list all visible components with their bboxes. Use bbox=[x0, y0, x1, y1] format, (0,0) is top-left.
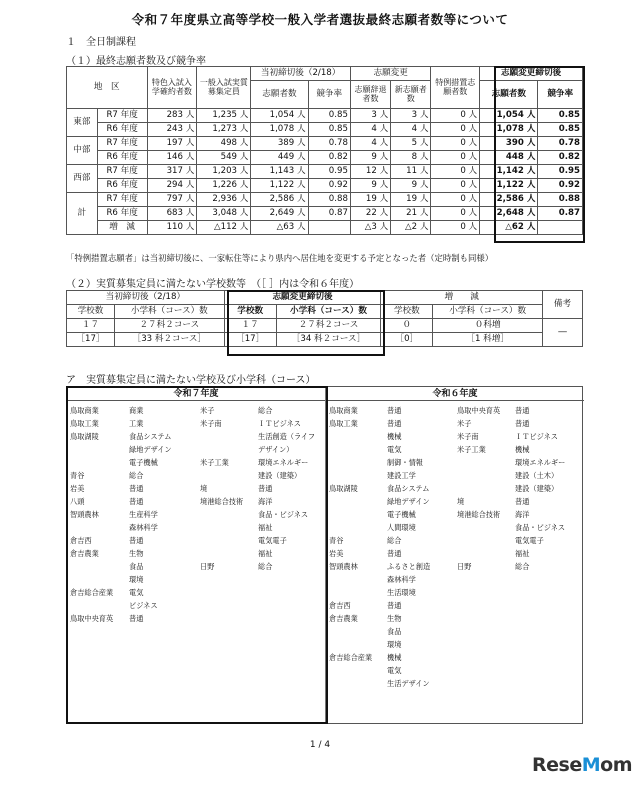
list-course: 商業 bbox=[129, 406, 144, 415]
list-course: 普通 bbox=[129, 614, 144, 623]
header-region: 地 区 bbox=[67, 67, 148, 109]
list-school: 米子南 bbox=[457, 432, 479, 441]
subheader: 志願辞退者数 bbox=[350, 81, 390, 109]
cell-c5: △3 人 bbox=[350, 221, 390, 235]
table-row bbox=[67, 123, 583, 137]
list-header-r6: 令和６年度 bbox=[326, 387, 584, 401]
t2-cell: １７ bbox=[224, 319, 276, 333]
cell-c7: 0 人 bbox=[431, 165, 480, 179]
cell-c5: 3 人 bbox=[350, 109, 390, 123]
list-school: 倉吉農業 bbox=[70, 549, 99, 558]
subheader: 志願者数 bbox=[480, 81, 538, 109]
list-course: 電気電子 bbox=[515, 536, 544, 545]
list-course: 建設（建築） bbox=[258, 471, 302, 480]
list-school: 倉吉農業 bbox=[329, 614, 358, 623]
cell-c2: 2,936 人 bbox=[197, 193, 251, 207]
list-course: 機械 bbox=[515, 445, 530, 454]
cell-c9: 0.85 bbox=[538, 109, 583, 123]
list-course: 総合 bbox=[258, 562, 273, 571]
list-course: 普通 bbox=[387, 601, 402, 610]
cell-c7: 0 人 bbox=[431, 179, 480, 193]
cell-c3: △63 人 bbox=[251, 221, 308, 235]
list-school: 鳥取中央育英 bbox=[70, 614, 114, 623]
subsection-heading: （２）実質募集定員に満たない学校数等 （［ ］内は令和６年度） bbox=[66, 279, 360, 290]
t2-h-school: 学校数 bbox=[224, 305, 276, 319]
cell-c6: 3 人 bbox=[391, 109, 431, 123]
list-course: 生活デザイン bbox=[387, 679, 430, 688]
list-course: 電気電子 bbox=[258, 536, 287, 545]
cell-c1: 317 人 bbox=[147, 165, 197, 179]
t2-cell: ２７科２コース bbox=[276, 319, 381, 333]
cell-c2: 1,226 人 bbox=[197, 179, 251, 193]
cell-c1: 283 人 bbox=[147, 109, 197, 123]
t2-cell: ［17］ bbox=[224, 333, 276, 347]
cell-year: R7 年度 bbox=[97, 165, 147, 179]
list-course: ビジネス bbox=[129, 601, 158, 610]
list-school: 鳥取商業 bbox=[329, 406, 358, 415]
list-school: 米子 bbox=[200, 406, 215, 415]
list-course: 総合 bbox=[258, 406, 273, 415]
list-school: 境 bbox=[200, 484, 208, 493]
cell-c2: 1,203 人 bbox=[197, 165, 251, 179]
list-course: 食品・ビジネス bbox=[515, 523, 566, 532]
cell-c2: 498 人 bbox=[197, 137, 251, 151]
list-school: 境港総合技術 bbox=[457, 510, 501, 519]
t2-h-course: 小学科（コース）数 bbox=[114, 305, 224, 319]
t2-h-course: 小学科（コース）数 bbox=[433, 305, 543, 319]
subsection-heading: ア 実質募集定員に満たない学校及び小学科（コース） bbox=[66, 375, 316, 386]
cell-c8: 1,078 人 bbox=[480, 123, 538, 137]
list-course: 環境 bbox=[129, 575, 144, 584]
list-school: 智頭農林 bbox=[329, 562, 358, 571]
list-course: 環境エネルギー bbox=[258, 458, 309, 467]
header-tokurei: 特例措置志願者数 bbox=[431, 67, 480, 109]
cell-c3: 2,649 人 bbox=[251, 207, 308, 221]
cell-c3: 1,054 人 bbox=[251, 109, 308, 123]
cell-c2: 3,048 人 bbox=[197, 207, 251, 221]
subheader: 新志願者数 bbox=[391, 81, 431, 109]
list-course: 生活環境 bbox=[387, 588, 416, 597]
list-course: 緑地デザイン bbox=[387, 497, 430, 506]
cell-c6: △2 人 bbox=[391, 221, 431, 235]
cell-c9: 0.85 bbox=[538, 123, 583, 137]
cell-c1: 110 人 bbox=[147, 221, 197, 235]
cell-c9: 0.92 bbox=[538, 179, 583, 193]
cell-c4: 0.95 bbox=[308, 165, 350, 179]
list-course: 食品・ビジネス bbox=[258, 510, 309, 519]
list-course: 生産科学 bbox=[129, 510, 158, 519]
list-school: 日野 bbox=[457, 562, 472, 571]
list-course: 電子機械 bbox=[129, 458, 158, 467]
cell-c9: 0.78 bbox=[538, 137, 583, 151]
cell-c6: 9 人 bbox=[391, 179, 431, 193]
cell-c2: △112 人 bbox=[197, 221, 251, 235]
list-course: 生物 bbox=[129, 549, 144, 558]
cell-c7: 0 人 bbox=[431, 137, 480, 151]
cell-c1: 294 人 bbox=[147, 179, 197, 193]
cell-c3: 1,143 人 bbox=[251, 165, 308, 179]
section-heading: １ 全日制課程 bbox=[66, 37, 136, 48]
cell-c5: 22 人 bbox=[350, 207, 390, 221]
cell-c4: 0.92 bbox=[308, 179, 350, 193]
list-school: 岩美 bbox=[329, 549, 344, 558]
t2-h-school: 学校数 bbox=[67, 305, 115, 319]
list-course: 電気 bbox=[387, 445, 402, 454]
list-school: 境 bbox=[457, 497, 465, 506]
list-course: 森林科学 bbox=[129, 523, 158, 532]
cell-c6: 4 人 bbox=[391, 123, 431, 137]
cell-c8: 1,142 人 bbox=[480, 165, 538, 179]
cell-region: 計 bbox=[67, 193, 98, 235]
list-course: 総合 bbox=[387, 536, 402, 545]
list-course: 普通 bbox=[387, 406, 402, 415]
list-course: 普通 bbox=[515, 497, 530, 506]
t2-cell: ［33 科２コース］ bbox=[114, 333, 224, 347]
cell-c3: 1,122 人 bbox=[251, 179, 308, 193]
list-course: 食品システム bbox=[129, 432, 172, 441]
list-school: 鳥取湖陵 bbox=[329, 484, 358, 493]
t2-h-course: 小学科（コース）数 bbox=[276, 305, 381, 319]
cell-c7: 0 人 bbox=[431, 123, 480, 137]
list-school: 境港総合技術 bbox=[200, 497, 244, 506]
cell-c4: 0.78 bbox=[308, 137, 350, 151]
cell-c9: 0.87 bbox=[538, 207, 583, 221]
list-school: 米子工業 bbox=[457, 445, 486, 454]
list-course: 食品 bbox=[129, 562, 144, 571]
list-course: 食品 bbox=[387, 627, 402, 636]
list-course: 福祉 bbox=[258, 523, 273, 532]
page-number: 1 / 4 bbox=[309, 740, 331, 750]
list-course: 総合 bbox=[129, 471, 144, 480]
list-course: 電子機械 bbox=[387, 510, 416, 519]
cell-c7: 0 人 bbox=[431, 193, 480, 207]
cell-c8: 1,054 人 bbox=[480, 109, 538, 123]
cell-year: R7 年度 bbox=[97, 193, 147, 207]
cell-c2: 1,235 人 bbox=[197, 109, 251, 123]
list-course: 食品システム bbox=[387, 484, 430, 493]
list-school: 日野 bbox=[200, 562, 215, 571]
cell-c6: 8 人 bbox=[391, 151, 431, 165]
cell-c3: 449 人 bbox=[251, 151, 308, 165]
cell-c8: △62 人 bbox=[480, 221, 538, 235]
cell-c1: 197 人 bbox=[147, 137, 197, 151]
list-school: 米子工業 bbox=[200, 458, 229, 467]
cell-c5: 19 人 bbox=[350, 193, 390, 207]
table-row bbox=[67, 109, 583, 123]
list-course: ＩＴビジネス bbox=[258, 419, 301, 428]
list-school: 鳥取中央育英 bbox=[457, 406, 501, 415]
cell-c1: 146 人 bbox=[147, 151, 197, 165]
t2-cell: １７ bbox=[67, 319, 115, 333]
cell-c9: 0.88 bbox=[538, 193, 583, 207]
list-school: 米子南 bbox=[200, 419, 222, 428]
cell-c8: 2,586 人 bbox=[480, 193, 538, 207]
cell-year: R6 年度 bbox=[97, 151, 147, 165]
list-course: 機械 bbox=[387, 653, 402, 662]
cell-c1: 797 人 bbox=[147, 193, 197, 207]
cell-c1: 683 人 bbox=[147, 207, 197, 221]
list-course: 普通 bbox=[129, 536, 144, 545]
school-course-list bbox=[66, 386, 583, 724]
cell-c9: 0.82 bbox=[538, 151, 583, 165]
list-course: 緑地デザイン bbox=[129, 445, 172, 454]
cell-c4: 0.82 bbox=[308, 151, 350, 165]
applicants-table bbox=[66, 66, 583, 235]
list-course: 生物 bbox=[387, 614, 402, 623]
table-row bbox=[67, 179, 583, 193]
list-course: 建設（土木） bbox=[515, 471, 559, 480]
cell-year: R6 年度 bbox=[97, 179, 147, 193]
t2-cell: ０ bbox=[381, 319, 433, 333]
cell-c4 bbox=[308, 221, 350, 235]
cell-year: R7 年度 bbox=[97, 109, 147, 123]
list-course: 機械 bbox=[387, 432, 402, 441]
list-course: 普通 bbox=[129, 497, 144, 506]
cell-c5: 4 人 bbox=[350, 137, 390, 151]
cell-c7: 0 人 bbox=[431, 207, 480, 221]
list-course: 普通 bbox=[258, 484, 273, 493]
list-course: 普通 bbox=[129, 484, 144, 493]
table-row bbox=[67, 221, 583, 235]
cell-region: 東部 bbox=[67, 109, 98, 137]
cell-year: R6 年度 bbox=[97, 207, 147, 221]
list-course: 制御・情報 bbox=[387, 458, 423, 467]
t2-cell: ［34 科２コース］ bbox=[276, 333, 381, 347]
list-course: 海洋 bbox=[258, 497, 273, 506]
cell-c2: 549 人 bbox=[197, 151, 251, 165]
cell-c4: 0.85 bbox=[308, 123, 350, 137]
footnote: 「特例措置志願者」は当初締切後に、一家転住等により県内へ居住地を変更する予定となった者（定時制も同様） bbox=[66, 253, 494, 263]
list-school: 鳥取湖陵 bbox=[70, 432, 99, 441]
cell-c9 bbox=[538, 221, 583, 235]
list-course: 電気 bbox=[129, 588, 144, 597]
list-school: 倉吉総合産業 bbox=[329, 653, 373, 662]
t2-group-diff: 増 減 bbox=[381, 291, 543, 305]
list-school: 智頭農林 bbox=[70, 510, 99, 519]
list-course: 福祉 bbox=[258, 549, 273, 558]
table-row bbox=[67, 207, 583, 221]
subheader: 競争率 bbox=[308, 81, 350, 109]
t2-cell: ［17］ bbox=[67, 333, 115, 347]
list-course: ふるさと創造 bbox=[387, 562, 431, 571]
header-initial: 当初締切後（2/18） bbox=[251, 67, 351, 81]
header-ippan: 一般入試実質募集定員 bbox=[197, 67, 251, 109]
cell-c7: 0 人 bbox=[431, 221, 480, 235]
header-tokushoku: 特色入試入学確約者数 bbox=[147, 67, 197, 109]
list-school: 八頭 bbox=[70, 497, 85, 506]
list-header-r7: 令和７年度 bbox=[67, 387, 325, 401]
t2-cell: ０科増 bbox=[433, 319, 543, 333]
cell-c8: 448 人 bbox=[480, 151, 538, 165]
cell-c5: 9 人 bbox=[350, 151, 390, 165]
t2-remarks: 備考 bbox=[543, 291, 583, 319]
subheader: 競争率 bbox=[538, 81, 583, 109]
list-course: 電気 bbox=[387, 666, 402, 675]
list-school: 鳥取商業 bbox=[70, 406, 99, 415]
list-course: 普通 bbox=[387, 419, 402, 428]
list-school: 鳥取工業 bbox=[329, 419, 358, 428]
list-course: 福祉 bbox=[515, 549, 530, 558]
list-course: 人間環境 bbox=[387, 523, 416, 532]
t2-cell: ― bbox=[543, 319, 583, 347]
table-row bbox=[67, 165, 583, 179]
table-row bbox=[67, 137, 583, 151]
list-school: 鳥取工業 bbox=[70, 419, 99, 428]
list-course: 普通 bbox=[387, 549, 402, 558]
cell-c3: 1,078 人 bbox=[251, 123, 308, 137]
cell-c6: 11 人 bbox=[391, 165, 431, 179]
cell-c7: 0 人 bbox=[431, 151, 480, 165]
cell-year: 増 減 bbox=[97, 221, 147, 235]
cell-c5: 4 人 bbox=[350, 123, 390, 137]
cell-c3: 389 人 bbox=[251, 137, 308, 151]
list-school: 倉吉総合産業 bbox=[70, 588, 114, 597]
list-course: 森林科学 bbox=[387, 575, 416, 584]
t2-cell: ［0］ bbox=[381, 333, 433, 347]
resemom-logo: ReseMom bbox=[532, 754, 632, 776]
subsection-heading: （１）最終志願者数及び競争率 bbox=[66, 56, 206, 67]
list-course: ＩＴビジネス bbox=[515, 432, 558, 441]
cell-c8: 2,648 人 bbox=[480, 207, 538, 221]
list-school: 青谷 bbox=[329, 536, 344, 545]
cell-c7: 0 人 bbox=[431, 109, 480, 123]
t2-cell: ２７科２コース bbox=[114, 319, 224, 333]
cell-c8: 390 人 bbox=[480, 137, 538, 151]
list-school: 岩美 bbox=[70, 484, 85, 493]
cell-c2: 1,273 人 bbox=[197, 123, 251, 137]
list-course: 工業 bbox=[129, 419, 144, 428]
cell-region: 中部 bbox=[67, 137, 98, 165]
list-school: 青谷 bbox=[70, 471, 85, 480]
cell-c4: 0.88 bbox=[308, 193, 350, 207]
table-row bbox=[67, 193, 583, 207]
t2-cell: ［1 科増］ bbox=[433, 333, 543, 347]
cell-c1: 243 人 bbox=[147, 123, 197, 137]
list-school: 米子 bbox=[457, 419, 472, 428]
list-divider bbox=[325, 387, 326, 723]
cell-region: 西部 bbox=[67, 165, 98, 193]
cell-c4: 0.85 bbox=[308, 109, 350, 123]
cell-c5: 12 人 bbox=[350, 165, 390, 179]
list-course: 普通 bbox=[515, 419, 530, 428]
schools-table bbox=[66, 290, 583, 347]
list-course: 生活創造（ライフ bbox=[258, 432, 316, 441]
t2-group-final: 志願変更締切後 bbox=[224, 291, 381, 305]
list-course: 環境エネルギー bbox=[515, 458, 566, 467]
list-school: 倉吉西 bbox=[329, 601, 351, 610]
header-change: 志願変更 bbox=[350, 67, 431, 81]
list-course: 総合 bbox=[515, 562, 530, 571]
t2-group-initial: 当初締切後（2/18） bbox=[67, 291, 225, 305]
cell-c6: 19 人 bbox=[391, 193, 431, 207]
cell-c6: 21 人 bbox=[391, 207, 431, 221]
cell-year: R6 年度 bbox=[97, 123, 147, 137]
table-row bbox=[67, 151, 583, 165]
cell-c4: 0.87 bbox=[308, 207, 350, 221]
cell-year: R7 年度 bbox=[97, 137, 147, 151]
header-final: 志願変更締切後 bbox=[480, 67, 583, 81]
list-course: デザイン） bbox=[258, 445, 294, 454]
list-course: 建設（建築） bbox=[515, 484, 559, 493]
cell-c9: 0.95 bbox=[538, 165, 583, 179]
list-course: 環境 bbox=[387, 640, 402, 649]
list-course: 海洋 bbox=[515, 510, 530, 519]
cell-c3: 2,586 人 bbox=[251, 193, 308, 207]
cell-c6: 5 人 bbox=[391, 137, 431, 151]
list-course: 普通 bbox=[515, 406, 530, 415]
subheader: 志願者数 bbox=[251, 81, 308, 109]
cell-c8: 1,122 人 bbox=[480, 179, 538, 193]
page-title: 令和７年度県立高等学校一般入学者選抜最終志願者数等について bbox=[131, 12, 509, 27]
t2-h-school: 学校数 bbox=[381, 305, 433, 319]
cell-c5: 9 人 bbox=[350, 179, 390, 193]
list-course: 建設工学 bbox=[387, 471, 416, 480]
list-school: 倉吉西 bbox=[70, 536, 92, 545]
